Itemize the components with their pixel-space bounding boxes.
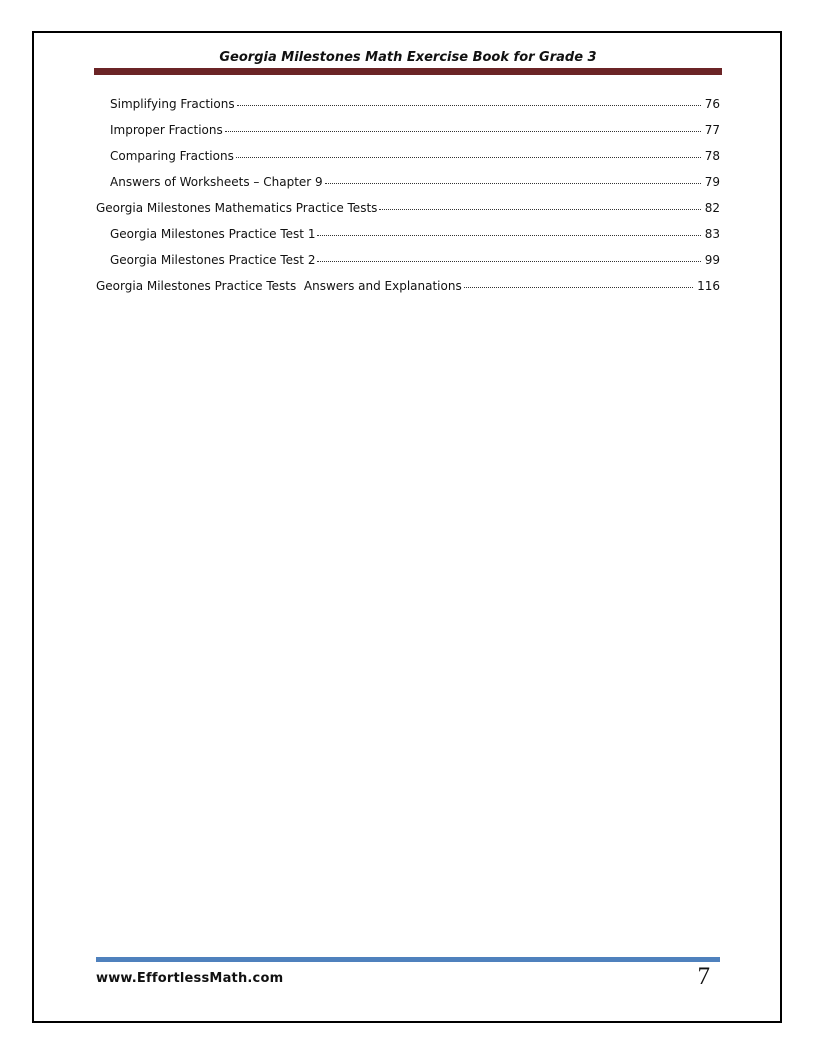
toc-entry[interactable] [96, 120, 720, 146]
toc-entry-label: Georgia Milestones Practice Test 2 [110, 253, 316, 267]
toc-entry[interactable] [96, 146, 720, 172]
footer-website-link[interactable]: www.EffortlessMath.com [96, 971, 284, 986]
toc-entry-page: 99 [704, 253, 720, 267]
toc-entry[interactable] [96, 198, 720, 224]
toc-entry[interactable] [96, 276, 720, 302]
toc-entry-label: Comparing Fractions [110, 149, 234, 163]
toc-entry[interactable] [96, 224, 720, 250]
toc-entry-page: 82 [704, 201, 720, 215]
table-of-contents [96, 94, 720, 302]
footer-divider [96, 957, 720, 962]
toc-entry[interactable] [96, 94, 720, 120]
toc-dot-leader [317, 250, 700, 262]
toc-entry-page: 79 [704, 175, 720, 189]
toc-entry-label: Georgia Milestones Mathematics Practice Tests [96, 201, 378, 215]
toc-entry-label: Georgia Milestones Practice Test 1 [110, 227, 316, 241]
toc-entry-page: 83 [704, 227, 720, 241]
toc-entry-label: Improper Fractions [110, 123, 223, 137]
toc-dot-leader [325, 172, 701, 184]
toc-dot-leader [237, 94, 701, 106]
toc-entry-label: Simplifying Fractions [110, 97, 235, 111]
toc-dot-leader [464, 276, 693, 288]
toc-dot-leader [225, 120, 701, 132]
header-divider [94, 68, 722, 75]
toc-dot-leader [236, 146, 701, 158]
toc-entry-page: 116 [697, 279, 720, 293]
toc-entry[interactable] [96, 250, 720, 276]
toc-entry-label: Answers of Worksheets – Chapter 9 [110, 175, 323, 189]
toc-entry-page: 77 [704, 123, 720, 137]
toc-entry[interactable] [96, 172, 720, 198]
toc-dot-leader [317, 224, 700, 236]
toc-entry-label: Georgia Milestones Practice Tests Answers and Explanations [96, 279, 462, 293]
toc-entry-page: 78 [704, 149, 720, 163]
page-number: 7 [697, 963, 710, 990]
toc-dot-leader [379, 198, 700, 210]
toc-entry-page: 76 [704, 97, 720, 111]
header-title: Georgia Milestones Math Exercise Book for Grade 3 [219, 50, 597, 65]
